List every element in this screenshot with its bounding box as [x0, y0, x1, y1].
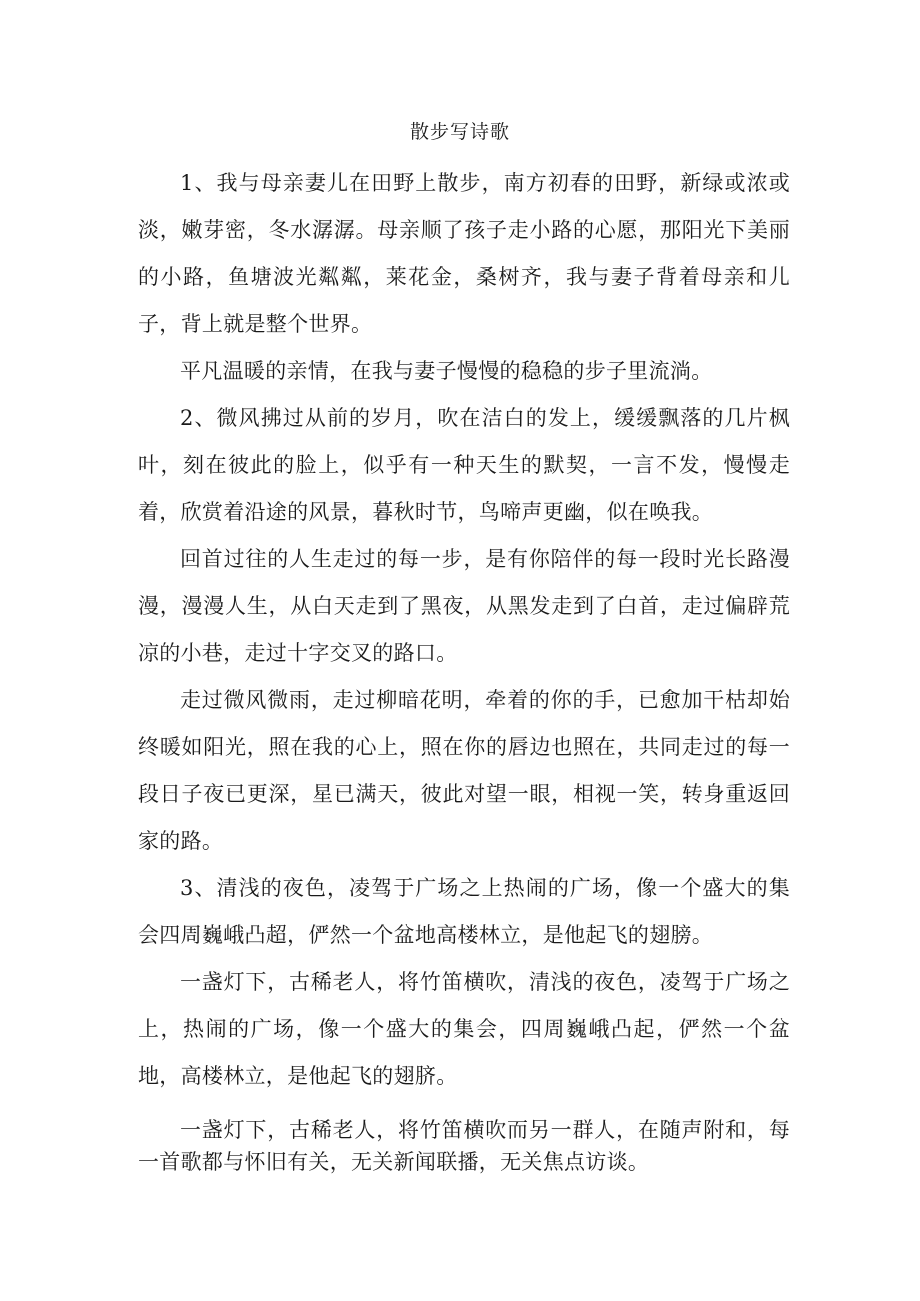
paragraph-6: 3、清浅的夜色，凌驾于广场之上热闹的广场，像一个盛大的集会四周巍峨凸超，俨然一个盆地高楼林立，是他起飞的翅膀。 [138, 876, 790, 947]
paragraph-1: 1、我与母亲妻儿在田野上散步，南方初春的田野，新绿或浓或淡，嫩芽密，冬水潺潺。母亲顺了孩子走小路的心愿，那阳光下美丽的小路，鱼塘波光粼粼，莱花金，桑树齐，我与妻子背着母亲和儿子，背上就是整个世界。 [138, 171, 790, 336]
paragraph-4: 回首过往的人生走过的每一步，是有你陪伴的每一段时光长路漫漫，漫漫人生，从白天走到了黑夜，从黑发走到了白首，走过偏辟荒凉的小巷，走过十字交叉的路口。 [138, 547, 790, 665]
paragraph-3: 2、微风拂过从前的岁月，吹在洁白的发上，缓缓飘落的几片枫叶，刻在彼此的脸上，似乎有一种天生的默契，一言不发，慢慢走着，欣赏着沿途的风景，暮秋时节，鸟啼声更幽，似在唤我。 [138, 406, 790, 524]
document-title: 散步写诗歌 [409, 121, 510, 143]
paragraph-2: 平凡温暖的亲情，在我与妻子慢慢的稳稳的步子里流淌。 [180, 359, 713, 383]
document-body [138, 160, 790, 1178]
paragraph-5: 走过微风微雨，走过柳暗花明，牵着的你的手，已愈加干枯却始终暖如阳光，照在我的心上，照在你的唇边也照在，共同走过的每一段日子夜已更深，星已满天，彼此对望一眼，相视一笑，转身重返回家的路。 [138, 688, 790, 853]
paragraph-8: 一盏灯下，古稀老人，将竹笛横吹而另一群人，在随声附和，每一首歌都与怀旧有关，无关新闻联播，无关焦点访谈。 [138, 1118, 790, 1174]
paragraph-7: 一盏灯下，古稀老人，将竹笛横吹，清浅的夜色，凌驾于广场之上，热闹的广场，像一个盛大的集会，四周巍峨凸起，俨然一个盆地，高楼林立，是他起飞的翅脐。 [138, 970, 790, 1088]
